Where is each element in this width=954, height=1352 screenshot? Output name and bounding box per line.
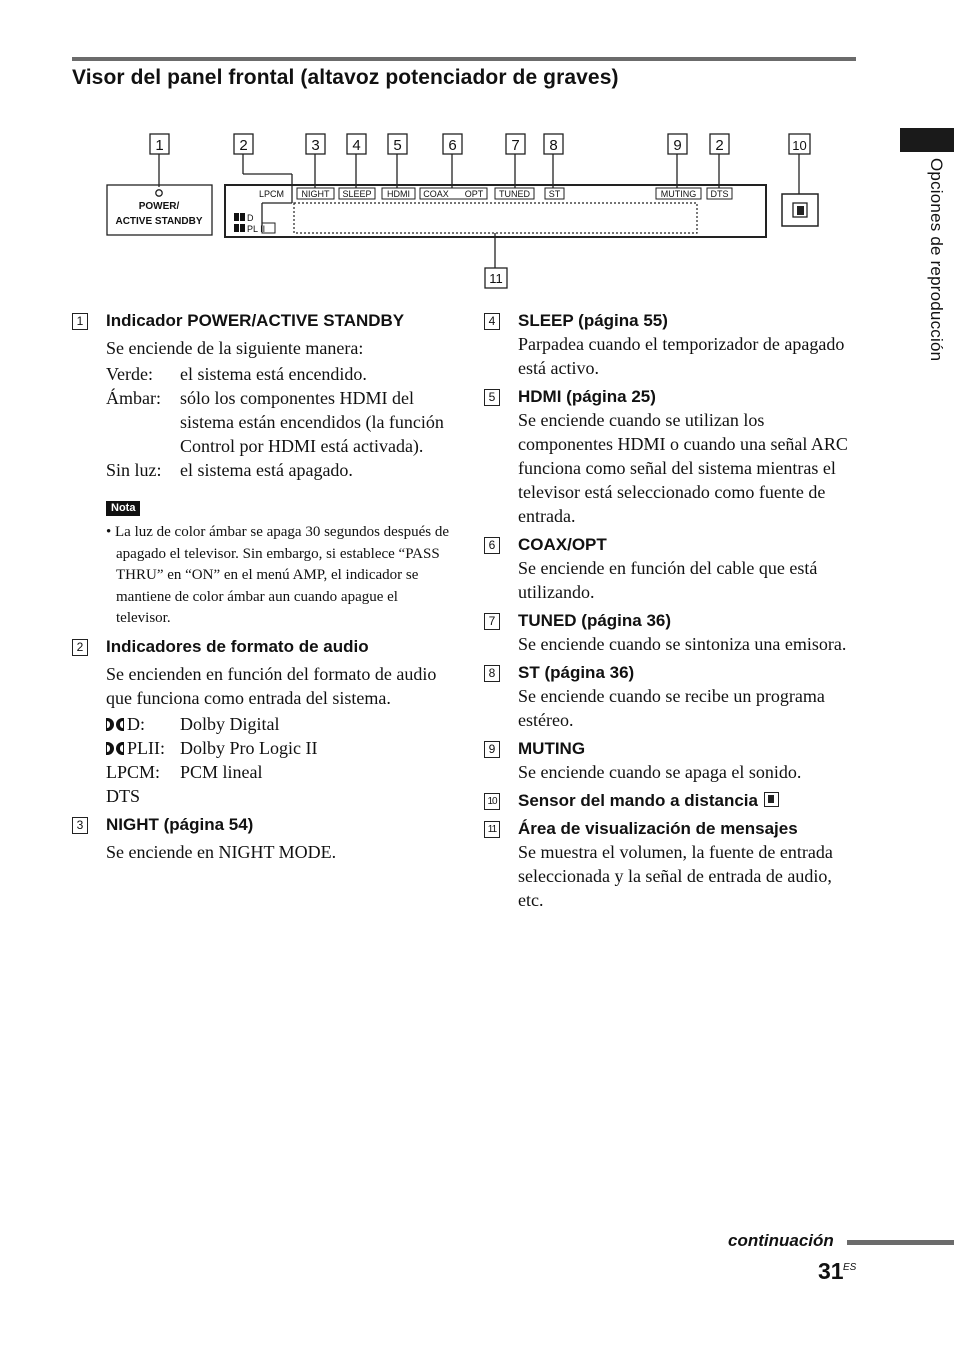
- item-10: [484, 790, 860, 812]
- dolby-icon: [106, 742, 124, 755]
- dolby-pl-icon: [234, 224, 245, 232]
- state-term: Verde:: [106, 364, 153, 384]
- item-2: [72, 636, 452, 808]
- item-7-heading: TUNED (página 36): [518, 611, 672, 630]
- segment-st: ST: [548, 189, 561, 199]
- item-7-number: 7: [484, 613, 500, 630]
- front-panel-diagram: [0, 0, 954, 300]
- item-10-number: 10: [484, 793, 500, 810]
- segment-sleep: SLEEP: [342, 189, 372, 199]
- page-title: Visor del panel frontal (altavoz potenciador de graves): [72, 66, 619, 89]
- page-language: ES: [843, 1262, 857, 1273]
- item-5-number: 5: [484, 389, 500, 406]
- remote-sensor-icon: [764, 792, 779, 807]
- item-11-number: 11: [484, 821, 500, 838]
- callout-2b-text: 2: [715, 137, 724, 154]
- item-10-heading-line: [518, 790, 860, 812]
- item-9-text: Se enciende cuando se apaga el sonido.: [518, 762, 802, 782]
- segment-night: NIGHT: [301, 189, 330, 199]
- item-2-number: 2: [72, 639, 88, 656]
- callout-4: [347, 134, 366, 154]
- note-block: [106, 498, 452, 630]
- dolby-d-icon: [234, 213, 245, 221]
- continued-label: continuación: [728, 1231, 834, 1250]
- page-number: 31: [818, 1258, 844, 1284]
- callout-8: [544, 134, 563, 154]
- callout-2a: [234, 134, 253, 154]
- item-8-number: 8: [484, 665, 500, 682]
- item-1-heading: Indicador POWER/ACTIVE STANDBY: [106, 311, 405, 330]
- item-2-heading: Indicadores de formato de audio: [106, 636, 369, 656]
- callout-8-text: 8: [549, 137, 558, 154]
- remote-sensor-icon: [793, 203, 807, 217]
- item-6-heading: COAX/OPT: [518, 535, 607, 554]
- item-1-number: 1: [72, 313, 88, 330]
- item-6-number: 6: [484, 537, 500, 554]
- format-term: D:: [127, 713, 145, 734]
- format-desc: PCM lineal: [180, 761, 263, 782]
- callout-5-text: 5: [393, 137, 402, 154]
- item-7-text: Se enciende cuando se sintoniza una emisora.: [518, 634, 847, 654]
- callout-11-text: 11: [489, 271, 503, 286]
- callout-3-text: 3: [311, 137, 320, 154]
- message-area: [294, 203, 697, 233]
- callout-9-text: 9: [673, 137, 682, 154]
- state-term: Sin luz:: [106, 460, 162, 480]
- audio-formats: [106, 712, 452, 808]
- format-desc: Dolby Pro Logic II: [180, 737, 318, 758]
- segment-lpcm: LPCM: [259, 189, 285, 199]
- item-11: [484, 818, 860, 912]
- callout-3: [306, 134, 325, 154]
- item-9-heading: MUTING: [518, 739, 586, 758]
- format-term: DTS: [106, 785, 141, 806]
- state-desc: el sistema está encendido.: [180, 364, 367, 384]
- item-5: [484, 386, 860, 528]
- callout-10: [789, 134, 810, 154]
- callout-6-text: 6: [448, 137, 457, 154]
- side-tab-label: Opciones de reproducción: [927, 158, 946, 362]
- item-6-text: Se enciende en función del cable que está utilizando.: [518, 558, 818, 602]
- segment-dts: DTS: [710, 189, 729, 199]
- state-desc: el sistema está apagado.: [180, 460, 353, 480]
- item-1: [72, 310, 452, 630]
- callout-4-text: 4: [352, 137, 361, 154]
- segment-coax: COAX: [423, 189, 449, 199]
- item-8-heading: ST (página 36): [518, 663, 635, 682]
- format-term: LPCM:: [106, 761, 161, 782]
- item-3: [72, 814, 452, 864]
- state-desc: sólo los componentes HDMI del sistema están encendidos (la función Control por HDMI está activada).: [180, 388, 444, 456]
- item-3-text: Se enciende en NIGHT MODE.: [106, 841, 337, 862]
- right-column: [484, 310, 860, 912]
- dolby-icon: [106, 718, 124, 731]
- item-9-number: 9: [484, 741, 500, 758]
- power-label-2: ACTIVE STANDBY: [115, 216, 203, 227]
- callout-6: [443, 134, 462, 154]
- segment-hdmi: HDMI: [387, 189, 410, 199]
- item-4-text: Parpadea cuando el temporizador de apagado está activo.: [518, 334, 845, 378]
- item-6: [484, 534, 860, 604]
- callout-1: [150, 134, 169, 154]
- note-label: Nota: [106, 501, 140, 516]
- item-3-number: 3: [72, 817, 88, 834]
- dolby-pl-label: PL II: [247, 224, 266, 234]
- item-2-text: Se encienden en función del formato de audio que funciona como entrada del sistema.: [106, 663, 437, 708]
- power-led-icon: [156, 190, 162, 196]
- callout-7-text: 7: [511, 137, 520, 154]
- item-5-text: Se enciende cuando se utilizan los componentes HDMI o cuando una señal ARC funciona como señal del sistema mientras el televisor está seleccionado como fuente de entrada.: [518, 410, 848, 526]
- format-term: PLII:: [127, 737, 165, 758]
- power-label-1: POWER/: [138, 201, 180, 212]
- item-10-heading: Sensor del mando a distancia: [518, 791, 758, 810]
- format-desc: [180, 784, 452, 808]
- item-1-intro: Se enciende de la siguiente manera:: [106, 338, 364, 358]
- left-column: [72, 310, 452, 864]
- callout-10-text: 10: [792, 138, 807, 153]
- item-3-heading: NIGHT (página 54): [106, 814, 254, 834]
- callout-1-text: 1: [155, 137, 164, 154]
- note-text: • La luz de color ámbar se apaga 30 segundos después de apagado el televisor. Sin embargo, si establece “PASS THRU” en “ON” en el menú AMP, el indicador se mantiene de color ámbar aun cuando apague el televisor.: [106, 524, 450, 626]
- item-7: [484, 610, 860, 656]
- item-4: [484, 310, 860, 380]
- segment-tuned: TUNED: [499, 189, 530, 199]
- item-11-heading: Área de visualización de mensajes: [518, 819, 798, 838]
- callout-5: [388, 134, 407, 154]
- item-8: [484, 662, 860, 732]
- callout-2b: [710, 134, 729, 154]
- item-5-heading: HDMI (página 25): [518, 387, 656, 406]
- item-8-text: Se enciende cuando se recibe un programa estéreo.: [518, 686, 825, 730]
- callout-7: [506, 134, 525, 154]
- state-term: Ámbar:: [106, 388, 161, 408]
- callout-11: [485, 268, 507, 288]
- dolby-d-label: D: [247, 213, 254, 223]
- format-desc: Dolby Digital: [180, 713, 280, 734]
- item-1-states: [106, 362, 452, 482]
- item-4-number: 4: [484, 313, 500, 330]
- item-11-text: Se muestra el volumen, la fuente de entrada seleccionada y la señal de entrada de audio, etc.: [518, 842, 833, 910]
- segment-opt: OPT: [464, 189, 484, 199]
- callout-9: [668, 134, 687, 154]
- continued-bar: [847, 1240, 954, 1245]
- callout-2a-text: 2: [239, 137, 248, 154]
- item-4-heading: SLEEP (página 55): [518, 311, 668, 330]
- item-9: [484, 738, 860, 784]
- segment-muting: MUTING: [660, 189, 697, 199]
